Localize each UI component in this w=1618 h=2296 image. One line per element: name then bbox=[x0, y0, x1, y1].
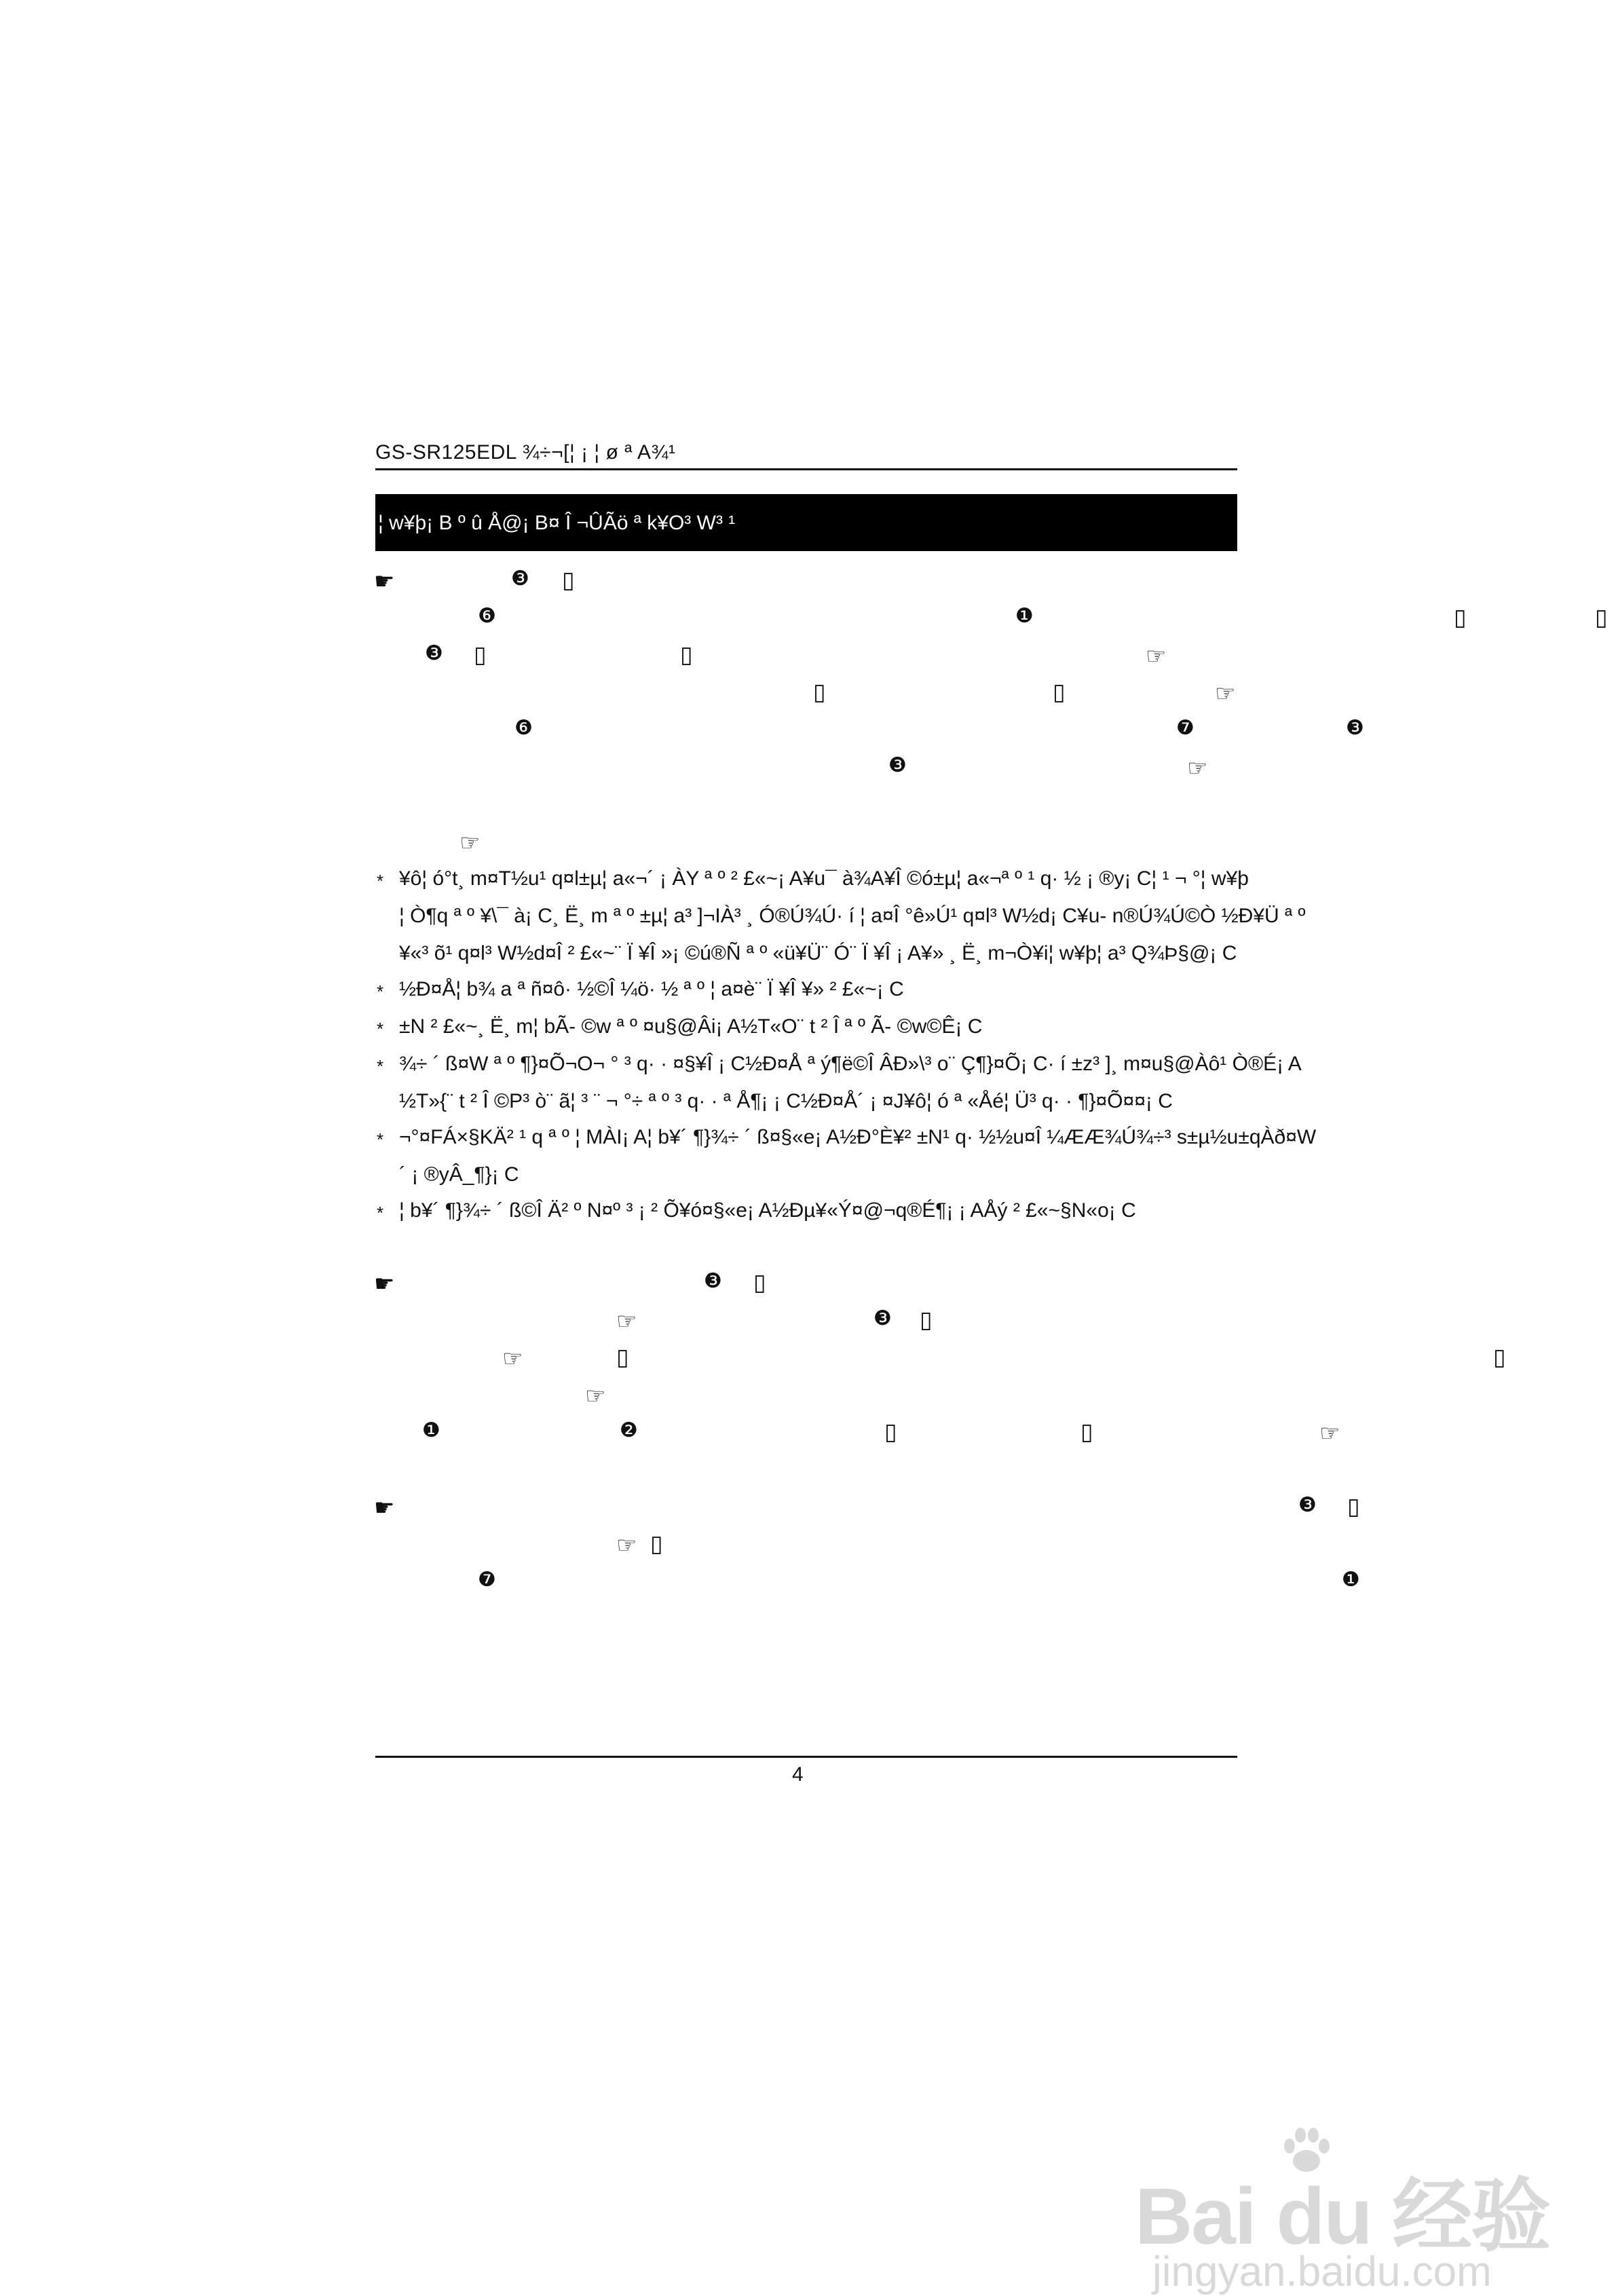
circled-one-icon: ❶ bbox=[1015, 604, 1034, 628]
missing-glyph-box: ▯ bbox=[920, 1307, 933, 1333]
note-bullet: * bbox=[377, 1019, 384, 1039]
circled-six-icon: ❻ bbox=[514, 716, 533, 740]
circled-one-icon: ❶ bbox=[422, 1418, 440, 1442]
note-line: ½Ð¤Å¦ b¾ a ª ñ¤ô· ½©Î ¼ö· ½ ª º ¦ a¤è¨ Ï ¥Î ¥» ² £«~¡ C bbox=[399, 978, 904, 1000]
missing-glyph-box: ▯ bbox=[1595, 605, 1608, 631]
pointing-hand-icon: ☛ bbox=[374, 569, 395, 595]
pointing-hand-icon: ☛ bbox=[374, 1271, 395, 1297]
circled-six-icon: ❻ bbox=[478, 604, 496, 628]
missing-glyph-box: ▯ bbox=[650, 1531, 663, 1557]
circled-two-icon: ❷ bbox=[620, 1418, 638, 1442]
header-rule bbox=[375, 468, 1237, 470]
pointing-hand-outline-icon: ☞ bbox=[585, 1383, 606, 1409]
pointing-hand-outline-icon: ☞ bbox=[616, 1309, 637, 1334]
missing-glyph-box: ▯ bbox=[753, 1270, 766, 1296]
pointing-hand-outline-icon: ☞ bbox=[1146, 643, 1167, 669]
note-line: ¥ô¦ ó°t¸ m¤T½u¹ q¤l±µ¦ a«¬´ ¡ ÀY ª º ² £«~¡ A¥u¯ à¾A¥Î ©ó±µ¦ a«¬ª º ¹ q· ½ ¡ ®y¡ C¦ ¹ ¬ °¦ w¥þ bbox=[399, 867, 1249, 890]
circled-three-icon: ❸ bbox=[1346, 716, 1364, 740]
circled-three-icon: ❸ bbox=[511, 567, 529, 590]
circled-seven-icon: ❼ bbox=[1176, 716, 1194, 740]
document-header: GS-SR125EDL ¾÷¬[¦ ¡ ¦ ø ª A¾¹ bbox=[375, 441, 676, 464]
footer-rule bbox=[375, 1756, 1237, 1758]
missing-glyph-box: ▯ bbox=[562, 567, 575, 593]
note-bullet: * bbox=[377, 1203, 384, 1223]
note-line: ´ ¡ ®yÂ_¶}¡ C bbox=[399, 1163, 519, 1186]
missing-glyph-box: ▯ bbox=[1080, 1419, 1093, 1445]
note-bullet: * bbox=[377, 1056, 384, 1076]
missing-glyph-box: ▯ bbox=[616, 1344, 629, 1370]
missing-glyph-box: ▯ bbox=[884, 1419, 897, 1445]
missing-glyph-box: ▯ bbox=[1454, 605, 1467, 631]
pointing-hand-outline-icon: ☞ bbox=[502, 1346, 523, 1372]
missing-glyph-box: ▯ bbox=[813, 679, 826, 705]
note-bullet: * bbox=[377, 981, 384, 1002]
circled-three-icon: ❸ bbox=[888, 753, 907, 777]
missing-glyph-box: ▯ bbox=[1053, 679, 1066, 705]
pointing-hand-outline-icon: ☞ bbox=[1187, 755, 1208, 781]
pointing-hand-icon: ☛ bbox=[374, 1495, 395, 1521]
pointing-hand-outline-icon: ☞ bbox=[459, 830, 481, 856]
circled-three-icon: ❸ bbox=[1298, 1493, 1317, 1517]
pointing-hand-outline-icon: ☞ bbox=[1215, 681, 1236, 707]
note-line: ¦ b¥´ ¶}¾÷ ´ ß©Î Ä² º N¤º ³ ¡ ² Õ¥ó¤§«e¡ A½Ðµ¥«Ý¤@¬q®É¶¡ ¡ AÅý ² £«~§N«o¡ C bbox=[399, 1199, 1136, 1222]
missing-glyph-box: ▯ bbox=[1347, 1494, 1360, 1520]
note-bullet: * bbox=[377, 871, 384, 891]
note-line: ¾÷ ´ ß¤W ª º ¶}¤Õ¬O¬ ° ³ q· · ¤§¥Î ¡ C½Ð¤Å ª ý¶ë©Î ÂÐ»\³ o¨ Ç¶}¤Õ¡ C· í ±z³ ]¸ m¤u§@Àô¹ Ò®É¡ A bbox=[399, 1053, 1302, 1075]
note-line: ¬°¤FÁ×§KÄ² ¹ q ª º ¦ MÀI¡ A¦ b¥´ ¶}¾÷ ´ ß¤§«e¡ A½Ð°È¥² ±N¹ q· ½½u¤Î ¼ÆÆ¾Ú¾÷³ s±µ½u±qÀð¤W bbox=[399, 1126, 1317, 1148]
watermark-brand: Bai du 经验 bbox=[1135, 2172, 1550, 2261]
page-number: 4 bbox=[792, 1763, 804, 1786]
section-title: ¦ w¥þ¡ B º û Å@¡ B¤ Î ¬ÛÃö ª k¥O³ W³ ¹ bbox=[378, 512, 736, 534]
note-line: ±N ² £«~¸ Ë¸ m¦ bÃ- ©w ª º ¤u§@Âi¡ A½T«O¨ t ² Î ª º Ã- ©w©Ê¡ C bbox=[399, 1015, 983, 1038]
watermark-url: jingyan.baidu.com bbox=[1152, 2248, 1492, 2295]
note-line: ¥«³ õ¹ q¤l³ W½d¤Î ² £«~¨ Ï ¥Î »¡ ©ú®Ñ ª º «ü¥Ü¨ Ó¨ Ï ¥Î ¡ A¥» ¸ Ë¸ m¬Ò¥i¦ w¥þ¦ a³ Q¾Þ§@¡ C bbox=[399, 942, 1237, 964]
circled-three-icon: ❸ bbox=[873, 1306, 892, 1330]
pointing-hand-outline-icon: ☞ bbox=[616, 1532, 637, 1558]
circled-three-icon: ❸ bbox=[704, 1269, 722, 1293]
missing-glyph-box: ▯ bbox=[1493, 1344, 1506, 1370]
note-line: ¦ Ò¶q ª º ¥\¯ à¡ C¸ Ë¸ m ª º ±µ¦ a³ ]¬IÀ³ ¸ Ó®Ú¾Ú· í ¦ a¤Î °ê»Ú¹ q¤l³ W½d¡ C¥u- n®Ú¾Ú©Ò ½Ð¥Ü ª º bbox=[399, 905, 1306, 927]
missing-glyph-box: ▯ bbox=[680, 642, 693, 668]
section-title-bar bbox=[375, 494, 1237, 551]
note-bullet: * bbox=[377, 1129, 384, 1150]
circled-one-icon: ❶ bbox=[1342, 1568, 1360, 1592]
note-line: ½T»{¨ t ² Î ©P³ ò¨ ã¦ ³ ¨ ¬ °÷ ª º ³ q· · ª Å¶¡ ¡ C½Ð¤Å´ ¡ ¤J¥ô¦ ó ª «Åé¦ Ü³ q· · ¶}¤Õ¤¤¡ C bbox=[399, 1090, 1173, 1112]
pointing-hand-outline-icon: ☞ bbox=[1319, 1420, 1340, 1446]
missing-glyph-box: ▯ bbox=[474, 642, 487, 668]
circled-seven-icon: ❼ bbox=[478, 1568, 496, 1592]
circled-three-icon: ❸ bbox=[425, 641, 443, 665]
